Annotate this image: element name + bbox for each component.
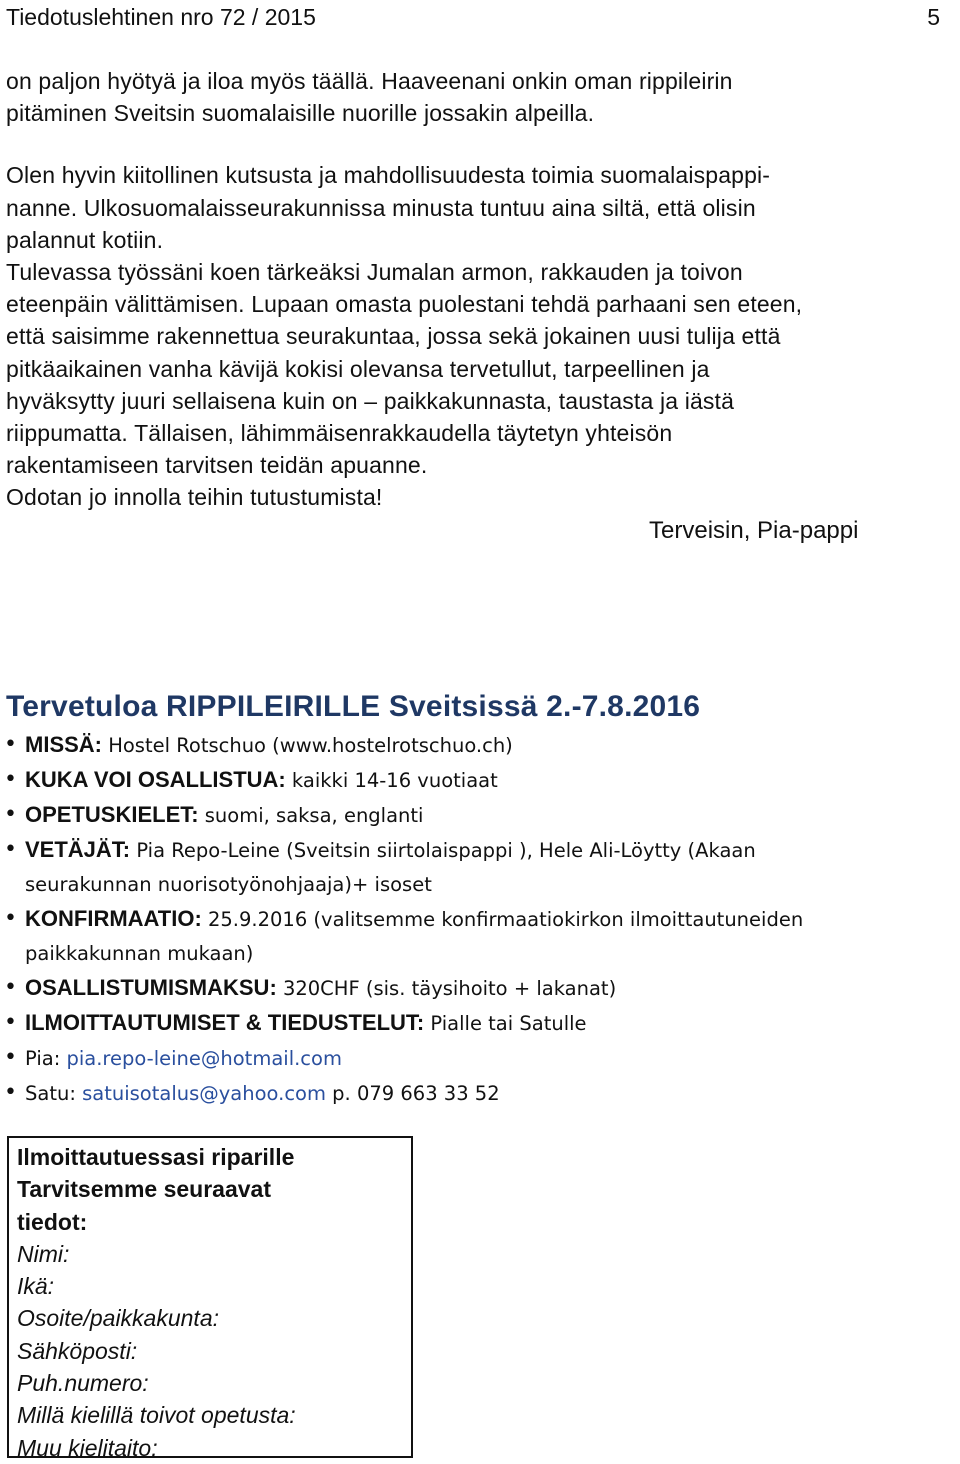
satu-email-link[interactable]: satuisotalus@yahoo.com [82,1082,326,1105]
page-number: 5 [927,4,940,30]
bullet-icon: • [4,767,17,792]
letter-line: Olen hyvin kiitollinen kutsusta ja mahdollisuudesta toimia suomalaispappi- [6,162,771,189]
item-value: Pia Repo-Leine (Sveitsin siirtolaispappi ), Hele Ali-Löytty (Akaan [130,839,756,862]
item-value-continued: paikkakunnan mukaan) [25,942,254,965]
letter-line: että saisimme rakennettua seurakuntaa, jossa sekä jokainen uusi tulija että [6,323,781,350]
list-item [0,763,960,798]
letter-line: on paljon hyötyä ja iloa myös täällä. Haaveenani onkin oman rippileirin [6,68,733,94]
newsletter-title: Tiedotuslehtinen nro 72 / 2015 [6,4,316,30]
bullet-icon: • [4,906,17,931]
bullet-icon: • [4,975,17,1000]
item-key: OPETUSKIELET: [25,802,199,827]
paragraph-gap [6,129,956,159]
camp-info-list [0,728,960,1111]
registration-field-name: Nimi: [17,1240,70,1267]
registration-field-email: Sähköposti: [17,1337,138,1364]
item-value-continued: seurakunnan nuorisotyönohjaaja)+ isoset [25,873,432,896]
letter-line: pitäminen Sveitsin suomalaisille nuorille jossakin alpeilla. [6,100,595,127]
registration-box [7,1136,413,1461]
letter-line: pitkäaikainen vanha kävijä kokisi olevansa tervetullut, tarpeellinen ja [6,355,710,382]
list-item [0,728,960,763]
letter-line: hyväksytty juuri sellaisena kuin on – paikkakunnasta, taustasta ja iästä [6,387,735,414]
bullet-icon: • [4,1080,17,1105]
page-header [6,3,940,31]
item-value: 320CHF (sis. täysihoito + lakanat) [276,977,617,1000]
registration-heading-line: Ilmoittautuessasi riparille [17,1144,295,1170]
item-key: OSALLISTUMISMAKSU: [25,975,277,1000]
list-item-satu-contact [0,1076,960,1111]
item-key: VETÄJÄT: [25,837,131,862]
list-item [0,1006,960,1041]
item-key: ILMOITTAUTUMISET & TIEDUSTELUT: [25,1010,425,1035]
registration-field-phone: Puh.numero: [17,1370,149,1397]
letter-line: palannut kotiin. [6,226,164,253]
pia-email-link[interactable]: pia.repo-leine@hotmail.com [66,1047,342,1070]
item-value: suomi, saksa, englanti [198,804,424,827]
letter-line: eteenpäin välittämisen. Lupaan omasta puolestani tehdä parhaani sen eteen, [6,291,803,318]
bullet-icon: • [4,732,17,757]
item-key: KONFIRMAATIO: [25,906,202,931]
item-value: Hostel Rotschuo (www.hostelrotschuo.ch) [102,734,513,757]
bullet-icon: • [4,802,17,827]
registration-heading-line: Tarvitsemme seuraavat [17,1176,271,1203]
letter-line: rakentamiseen tarvitsen teidän apuanne. [6,452,428,479]
registration-heading-line: tiedot: [17,1208,88,1235]
item-key: KUKA VOI OSALLISTUA: [25,767,286,792]
letter-line: Tulevassa työssäni koen tärkeäksi Jumalan armon, rakkauden ja toivon [6,258,743,285]
registration-field-address: Osoite/paikkakunta: [17,1305,220,1332]
list-item-pia-contact [0,1041,960,1076]
satu-label: Satu: [25,1082,83,1105]
item-key: MISSÄ: [25,732,102,757]
registration-field-language: Millä kielillä toivot opetusta: [17,1402,296,1429]
letter-line: Odotan jo innolla teihin tutustumista! [6,484,383,511]
list-item [0,833,960,902]
bullet-icon: • [4,1045,17,1070]
letter-line: riippumatta. Tällaisen, lähimmäisenrakkaudella täytetyn yhteisön [6,419,673,446]
list-item [0,798,960,833]
item-value: kaikki 14-16 vuotiaat [285,769,498,792]
registration-field-age: Ikä: [17,1273,55,1300]
letter-line: nanne. Ulkosuomalaisseurakunnissa minusta tuntuu aina siltä, että olisin [6,194,756,221]
item-value: 25.9.2016 (valitsemme konfirmaatiokirkon ilmoittautuneiden [201,908,804,931]
pia-label: Pia: [25,1047,67,1070]
registration-field-other-languages: Muu kielitaito: [17,1434,158,1461]
bullet-icon: • [4,837,17,862]
letter-body [6,65,956,513]
list-item [0,902,960,971]
bullet-icon: • [4,1010,17,1035]
list-item [0,971,960,1006]
letter-signature: Terveisin, Pia-pappi [649,517,859,544]
item-value: Pialle tai Satulle [424,1012,587,1035]
satu-phone: p. 079 663 33 52 [325,1082,500,1105]
camp-title: Tervetuloa RIPPILEIRILLE Sveitsissä 2.-7.8.2016 [6,690,701,723]
